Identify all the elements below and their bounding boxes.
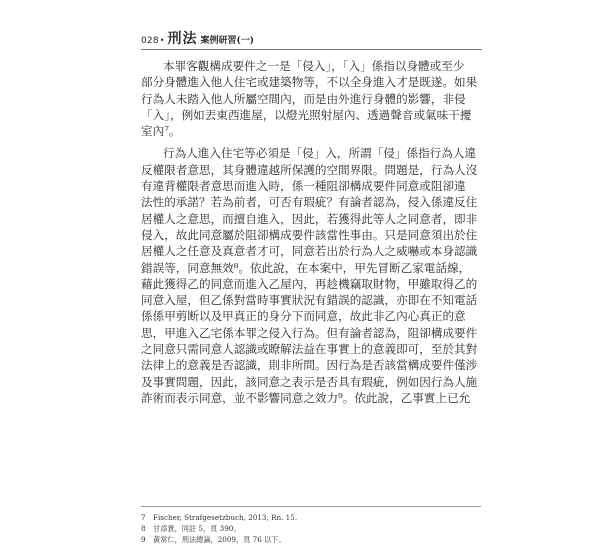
footnote: [141, 534, 481, 545]
body-line: 居權人之意思，而擅自進入，因此，若獲得此等人之同意者，即非: [141, 211, 478, 226]
footnote-text: 黃常仁，刑法總論，2009，頁 76 以下。: [153, 535, 286, 544]
page-number: 028: [141, 36, 159, 46]
footnote-text: Fischer, Strafgesetzbuch, 2013, Rn. 15.: [153, 513, 298, 522]
footnote-number: 7: [141, 513, 146, 522]
body-line: 詐術而表示同意，並不影響同意之效力⁹。依此說，乙事實上已允: [141, 390, 471, 405]
body-line: 反權限者意思，其身體違越所保護的空間界限。問題是，行為人沒: [141, 162, 478, 177]
body-line: 錯誤等，同意無效⁸。依此說，在本案中，甲先冒断乙家電話線，: [141, 260, 471, 275]
body-line: 居權人之任意及真意者才可，同意若出於行為人之威嚇或本身認識: [141, 244, 478, 259]
header-rule: [141, 49, 482, 50]
footnote-number: 9: [141, 535, 146, 544]
footnote-rule: [141, 506, 481, 507]
body-line: 行為人未踏入他人所屬空間內，而是由外進行身體的影響，非侵: [141, 91, 466, 106]
body-line: 法性的承諾？若為前者，可否有瑕疵？有論者認為，侵入係違反住: [141, 195, 478, 210]
footnote-text: 甘添貴，同註 5，頁 390。: [153, 524, 241, 533]
body-line: 室內⁷。: [141, 124, 181, 139]
body-line: 之同意只需同意人認識或瞭解法益在事實上的意義即可，至於其對: [141, 342, 478, 357]
body-line: 「入」，例如丟東西進屋，以燈光照射屋內、透過聲音或氣味干擾: [141, 107, 472, 122]
body-line: 同意入屋，但乙係對當時事實狀況有錯誤的認識，亦即在不知電話: [141, 293, 478, 308]
footnotes: [141, 512, 481, 545]
footnote: [141, 523, 481, 534]
body-line: 本罪客觀構成要件之一是「侵入」，「入」係指以身體或至少: [163, 59, 465, 73]
body-text: [141, 58, 483, 406]
footnote-number: 8: [141, 524, 146, 533]
body-line: 思，甲進入乙宅係本罪之侵入行為。但有論者認為，阻卻構成要件: [141, 325, 478, 340]
body-line: 行為人進入住宅等必須是「侵」入，所謂「侵」係指行為人違: [163, 146, 477, 161]
body-line: 及事實問題，因此，該同意之表示是否具有瑕疵，例如因行為人施: [141, 374, 478, 389]
body-line: 侵入，故此同意屬於阻卻構成要件該當性事由。只是同意須出於住: [141, 227, 478, 242]
body-line: 有違背權限者意思而進入時，係一種阻卻構成要件同意或阻卻違: [141, 179, 466, 194]
body-line: 係係甲剪断以及甲真正的身分下而同意，故此非乙內心真正的意: [141, 309, 466, 324]
book-subtitle: 案例研習(一): [200, 36, 255, 46]
body-line: 法律上的意義是否認識，則非所問。因行為是否該當構成要件僅涉: [141, 358, 478, 373]
body-line: 部分身體進入他人住宅或建築物等，不以全身進入才是既遂。如果: [141, 75, 478, 90]
body-line: 藉此獲得乙的同意而進入乙屋內，再趁機竊取財物，甲雖取得乙的: [141, 276, 478, 291]
book-title: 刑法: [167, 31, 198, 47]
header-separator: •: [159, 36, 165, 45]
running-header: [141, 28, 254, 48]
footnote: [141, 512, 481, 523]
